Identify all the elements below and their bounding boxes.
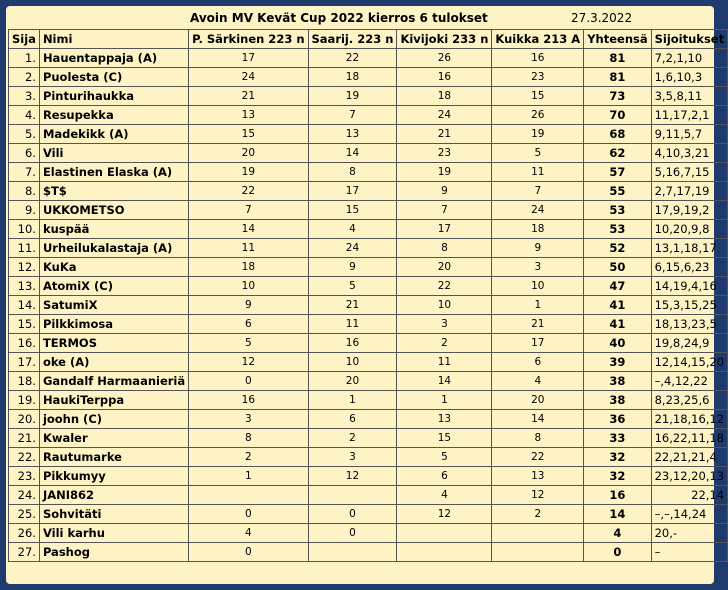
saarij-score-cell: 2 (308, 429, 397, 448)
saarij-score-cell: 12 (308, 467, 397, 486)
name-cell: joohn (C) (39, 410, 188, 429)
kivijoki-score-cell: 12 (397, 505, 492, 524)
kuikka-score-cell: 11 (492, 163, 584, 182)
kivijoki-score-cell: 13 (397, 410, 492, 429)
sarkinen-score-cell: 7 (189, 201, 308, 220)
kuikka-score-cell: 9 (492, 239, 584, 258)
table-row (9, 125, 728, 144)
kuikka-score-cell: 6 (492, 353, 584, 372)
table-row (9, 543, 728, 562)
placements-cell: 2,7,17,19 (651, 182, 728, 201)
total-cell: 62 (584, 144, 651, 163)
sarkinen-score-cell: 15 (189, 125, 308, 144)
name-cell: Sohvitäti (39, 505, 188, 524)
table-row (9, 239, 728, 258)
table-row (9, 334, 728, 353)
rank-cell: 6. (9, 144, 40, 163)
name-cell: Resupekka (39, 106, 188, 125)
kivijoki-score-cell: 23 (397, 144, 492, 163)
placements-cell: 20,- (651, 524, 728, 543)
sarkinen-score-cell: 0 (189, 543, 308, 562)
sarkinen-score-cell: 20 (189, 144, 308, 163)
name-cell: Pikkumyy (39, 467, 188, 486)
saarij-score-cell: 10 (308, 353, 397, 372)
saarij-score-cell: 14 (308, 144, 397, 163)
sarkinen-score-cell: 9 (189, 296, 308, 315)
placements-cell: 22,21,21,4 (651, 448, 728, 467)
kuikka-score-cell: 8 (492, 429, 584, 448)
kivijoki-score-cell: 3 (397, 315, 492, 334)
col-header-sarkinen: P. Särkinen 223 n (189, 30, 308, 49)
kuikka-score-cell (492, 524, 584, 543)
rank-cell: 15. (9, 315, 40, 334)
table-row (9, 220, 728, 239)
table-row (9, 68, 728, 87)
total-cell: 57 (584, 163, 651, 182)
saarij-score-cell: 15 (308, 201, 397, 220)
kuikka-score-cell: 26 (492, 106, 584, 125)
saarij-score-cell: 3 (308, 448, 397, 467)
kuikka-score-cell: 23 (492, 68, 584, 87)
table-row (9, 49, 728, 68)
rank-cell: 21. (9, 429, 40, 448)
placements-cell: 12,14,15,20 (651, 353, 728, 372)
kuikka-score-cell: 3 (492, 258, 584, 277)
sarkinen-score-cell: 13 (189, 106, 308, 125)
kivijoki-score-cell: 6 (397, 467, 492, 486)
saarij-score-cell: 6 (308, 410, 397, 429)
name-cell: $T$ (39, 182, 188, 201)
name-cell: Madekikk (A) (39, 125, 188, 144)
placements-cell: 19,8,24,9 (651, 334, 728, 353)
table-row (9, 467, 728, 486)
placements-cell: 8,23,25,6 (651, 391, 728, 410)
rank-cell: 27. (9, 543, 40, 562)
name-cell: JANI862 (39, 486, 188, 505)
saarij-score-cell: 21 (308, 296, 397, 315)
table-row (9, 296, 728, 315)
name-cell: KuKa (39, 258, 188, 277)
table-row (9, 106, 728, 125)
sarkinen-score-cell: 12 (189, 353, 308, 372)
saarij-score-cell: 19 (308, 87, 397, 106)
total-cell: 52 (584, 239, 651, 258)
table-row (9, 372, 728, 391)
name-cell: Vili (39, 144, 188, 163)
placements-cell: –,–,14,24 (651, 505, 728, 524)
rank-cell: 10. (9, 220, 40, 239)
sarkinen-score-cell: 5 (189, 334, 308, 353)
name-cell: oke (A) (39, 353, 188, 372)
kivijoki-score-cell: 11 (397, 353, 492, 372)
kivijoki-score-cell: 2 (397, 334, 492, 353)
total-cell: 47 (584, 277, 651, 296)
table-row (9, 144, 728, 163)
col-header-sijoitukset: Sijoitukset (651, 30, 728, 49)
kuikka-score-cell: 1 (492, 296, 584, 315)
saarij-score-cell (308, 486, 397, 505)
sarkinen-score-cell: 6 (189, 315, 308, 334)
sarkinen-score-cell: 0 (189, 505, 308, 524)
rank-cell: 4. (9, 106, 40, 125)
sarkinen-score-cell: 21 (189, 87, 308, 106)
total-cell: 50 (584, 258, 651, 277)
total-cell: 70 (584, 106, 651, 125)
rank-cell: 22. (9, 448, 40, 467)
placements-cell: 17,9,19,2 (651, 201, 728, 220)
kivijoki-score-cell: 15 (397, 429, 492, 448)
sarkinen-score-cell: 4 (189, 524, 308, 543)
placements-cell: 14,19,4,16 (651, 277, 728, 296)
rank-cell: 24. (9, 486, 40, 505)
kivijoki-score-cell: 8 (397, 239, 492, 258)
sarkinen-score-cell (189, 486, 308, 505)
kuikka-score-cell: 5 (492, 144, 584, 163)
placements-cell: 11,17,2,1 (651, 106, 728, 125)
kuikka-score-cell: 24 (492, 201, 584, 220)
saarij-score-cell: 1 (308, 391, 397, 410)
kuikka-score-cell: 13 (492, 467, 584, 486)
saarij-score-cell: 4 (308, 220, 397, 239)
col-header-kuikka: Kuikka 213 A (492, 30, 584, 49)
placements-cell: 3,5,8,11 (651, 87, 728, 106)
col-header-yhteensa: Yhteensä (584, 30, 651, 49)
table-row (9, 448, 728, 467)
total-cell: 40 (584, 334, 651, 353)
rank-cell: 9. (9, 201, 40, 220)
total-cell: 81 (584, 68, 651, 87)
table-row (9, 486, 728, 505)
kuikka-score-cell: 10 (492, 277, 584, 296)
total-cell: 55 (584, 182, 651, 201)
sarkinen-score-cell: 11 (189, 239, 308, 258)
sarkinen-score-cell: 19 (189, 163, 308, 182)
table-row (9, 258, 728, 277)
rank-cell: 3. (9, 87, 40, 106)
saarij-score-cell: 7 (308, 106, 397, 125)
sarkinen-score-cell: 1 (189, 467, 308, 486)
kivijoki-score-cell: 20 (397, 258, 492, 277)
table-row (9, 505, 728, 524)
kivijoki-score-cell: 14 (397, 372, 492, 391)
total-cell: 33 (584, 429, 651, 448)
total-cell: 16 (584, 486, 651, 505)
name-cell: Rautumarke (39, 448, 188, 467)
saarij-score-cell: 24 (308, 239, 397, 258)
placements-cell: 18,13,23,5 (651, 315, 728, 334)
table-row (9, 315, 728, 334)
rank-cell: 5. (9, 125, 40, 144)
saarij-score-cell: 16 (308, 334, 397, 353)
total-cell: 81 (584, 49, 651, 68)
kivijoki-score-cell: 5 (397, 448, 492, 467)
placements-cell: 5,16,7,15 (651, 163, 728, 182)
name-cell: Kwaler (39, 429, 188, 448)
saarij-score-cell: 5 (308, 277, 397, 296)
kuikka-score-cell: 12 (492, 486, 584, 505)
name-cell: UKKOMETSO (39, 201, 188, 220)
rank-cell: 14. (9, 296, 40, 315)
name-cell: Pinturihaukka (39, 87, 188, 106)
rank-cell: 2. (9, 68, 40, 87)
placements-cell: 6,15,6,23 (651, 258, 728, 277)
saarij-score-cell: 0 (308, 505, 397, 524)
kuikka-score-cell: 16 (492, 49, 584, 68)
total-cell: 36 (584, 410, 651, 429)
total-cell: 38 (584, 372, 651, 391)
sarkinen-score-cell: 18 (189, 258, 308, 277)
name-cell: TERMOS (39, 334, 188, 353)
table-row (9, 163, 728, 182)
placements-cell: 13,1,18,17 (651, 239, 728, 258)
table-row (9, 87, 728, 106)
kivijoki-score-cell: 7 (397, 201, 492, 220)
name-cell: Pilkkimosa (39, 315, 188, 334)
kivijoki-score-cell: 9 (397, 182, 492, 201)
saarij-score-cell: 11 (308, 315, 397, 334)
kuikka-score-cell: 14 (492, 410, 584, 429)
sheet-header (6, 6, 714, 29)
rank-cell: 25. (9, 505, 40, 524)
sarkinen-score-cell: 0 (189, 372, 308, 391)
kivijoki-score-cell: 16 (397, 68, 492, 87)
placements-cell: 1,6,10,3 (651, 68, 728, 87)
total-cell: 39 (584, 353, 651, 372)
rank-cell: 12. (9, 258, 40, 277)
kivijoki-score-cell (397, 524, 492, 543)
header-row (9, 30, 728, 49)
kuikka-score-cell: 22 (492, 448, 584, 467)
kivijoki-score-cell: 22 (397, 277, 492, 296)
kuikka-score-cell (492, 543, 584, 562)
table-row (9, 201, 728, 220)
kivijoki-score-cell: 10 (397, 296, 492, 315)
saarij-score-cell: 0 (308, 524, 397, 543)
name-cell: SatumiX (39, 296, 188, 315)
sarkinen-score-cell: 22 (189, 182, 308, 201)
total-cell: 41 (584, 315, 651, 334)
rank-cell: 19. (9, 391, 40, 410)
saarij-score-cell: 8 (308, 163, 397, 182)
placements-cell: 10,20,9,8 (651, 220, 728, 239)
kuikka-score-cell: 2 (492, 505, 584, 524)
kuikka-score-cell: 19 (492, 125, 584, 144)
table-row (9, 353, 728, 372)
sarkinen-score-cell: 10 (189, 277, 308, 296)
placements-cell: –,4,12,22 (651, 372, 728, 391)
name-cell: Puolesta (C) (39, 68, 188, 87)
total-cell: 32 (584, 448, 651, 467)
total-cell: 41 (584, 296, 651, 315)
table-row (9, 277, 728, 296)
sarkinen-score-cell: 14 (189, 220, 308, 239)
saarij-score-cell: 20 (308, 372, 397, 391)
name-cell: Gandalf Harmaanieriä (39, 372, 188, 391)
saarij-score-cell: 13 (308, 125, 397, 144)
total-cell: 73 (584, 87, 651, 106)
kivijoki-score-cell: 24 (397, 106, 492, 125)
table-row (9, 410, 728, 429)
kuikka-score-cell: 7 (492, 182, 584, 201)
total-cell: 53 (584, 220, 651, 239)
total-cell: 38 (584, 391, 651, 410)
name-cell: Hauentappaja (A) (39, 49, 188, 68)
placements-cell: 16,22,11,18 (651, 429, 728, 448)
rank-cell: 17. (9, 353, 40, 372)
kuikka-score-cell: 18 (492, 220, 584, 239)
saarij-score-cell: 9 (308, 258, 397, 277)
kuikka-score-cell: 20 (492, 391, 584, 410)
kuikka-score-cell: 4 (492, 372, 584, 391)
kivijoki-score-cell: 1 (397, 391, 492, 410)
kivijoki-score-cell: 17 (397, 220, 492, 239)
name-cell: Urheilukalastaja (A) (39, 239, 188, 258)
results-table (8, 29, 728, 562)
kivijoki-score-cell: 26 (397, 49, 492, 68)
placements-cell: 9,11,5,7 (651, 125, 728, 144)
table-row (9, 182, 728, 201)
placements-cell: 22,14 (651, 486, 728, 505)
name-cell: Elastinen Elaska (A) (39, 163, 188, 182)
sarkinen-score-cell: 17 (189, 49, 308, 68)
kuikka-score-cell: 15 (492, 87, 584, 106)
total-cell: 53 (584, 201, 651, 220)
sarkinen-score-cell: 8 (189, 429, 308, 448)
total-cell: 32 (584, 467, 651, 486)
rank-cell: 13. (9, 277, 40, 296)
total-cell: 14 (584, 505, 651, 524)
page-title: Avoin MV Kevät Cup 2022 kierros 6 tulokset (190, 11, 488, 25)
total-cell: 68 (584, 125, 651, 144)
rank-cell: 8. (9, 182, 40, 201)
kivijoki-score-cell (397, 543, 492, 562)
results-sheet (6, 6, 725, 584)
total-cell: 0 (584, 543, 651, 562)
name-cell: kuspää (39, 220, 188, 239)
kivijoki-score-cell: 21 (397, 125, 492, 144)
rank-cell: 20. (9, 410, 40, 429)
sarkinen-score-cell: 2 (189, 448, 308, 467)
placements-cell: – (651, 543, 728, 562)
kuikka-score-cell: 17 (492, 334, 584, 353)
placements-cell: 23,12,20,13 (651, 467, 728, 486)
col-header-kivijoki: Kivijoki 233 n (397, 30, 492, 49)
col-header-saarij: Saarij. 223 n (308, 30, 397, 49)
table-row (9, 524, 728, 543)
name-cell: AtomiX (C) (39, 277, 188, 296)
rank-cell: 1. (9, 49, 40, 68)
kivijoki-score-cell: 19 (397, 163, 492, 182)
saarij-score-cell: 17 (308, 182, 397, 201)
saarij-score-cell: 22 (308, 49, 397, 68)
col-header-sija: Sija (9, 30, 40, 49)
saarij-score-cell: 18 (308, 68, 397, 87)
saarij-score-cell (308, 543, 397, 562)
sarkinen-score-cell: 16 (189, 391, 308, 410)
rank-cell: 11. (9, 239, 40, 258)
name-cell: Vili karhu (39, 524, 188, 543)
rank-cell: 7. (9, 163, 40, 182)
rank-cell: 23. (9, 467, 40, 486)
table-row (9, 391, 728, 410)
name-cell: HaukiTerppa (39, 391, 188, 410)
sarkinen-score-cell: 3 (189, 410, 308, 429)
table-row (9, 429, 728, 448)
col-header-nimi: Nimi (39, 30, 188, 49)
sarkinen-score-cell: 24 (189, 68, 308, 87)
kivijoki-score-cell: 4 (397, 486, 492, 505)
placements-cell: 15,3,15,25 (651, 296, 728, 315)
placements-cell: 7,2,1,10 (651, 49, 728, 68)
kuikka-score-cell: 21 (492, 315, 584, 334)
total-cell: 4 (584, 524, 651, 543)
rank-cell: 16. (9, 334, 40, 353)
kivijoki-score-cell: 18 (397, 87, 492, 106)
date-label: 27.3.2022 (571, 11, 633, 25)
rank-cell: 26. (9, 524, 40, 543)
name-cell: Pashog (39, 543, 188, 562)
rank-cell: 18. (9, 372, 40, 391)
placements-cell: 4,10,3,21 (651, 144, 728, 163)
placements-cell: 21,18,16,12 (651, 410, 728, 429)
